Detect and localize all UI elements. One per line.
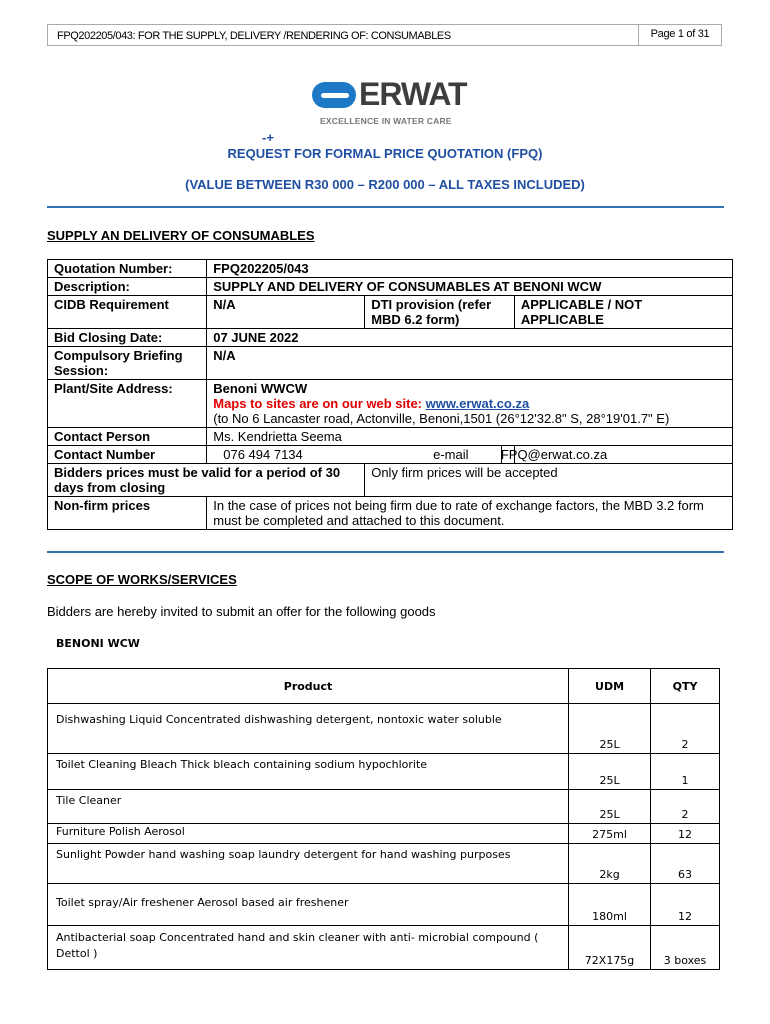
product-cell: Toilet Cleaning Bleach Thick bleach containing sodium hypochlorite xyxy=(48,754,569,790)
erwat-logo xyxy=(312,78,472,128)
logo-wordmark: ERWAT xyxy=(359,76,467,112)
table-row xyxy=(48,926,720,970)
info-value: SUPPLY AND DELIVERY OF CONSUMABLES AT BENONI WCW xyxy=(207,278,733,296)
info-value: FPQ202205/043 xyxy=(207,260,733,278)
goods-table xyxy=(47,668,720,970)
table-row xyxy=(48,754,720,790)
info-value: Only firm prices will be accepted xyxy=(365,464,733,497)
info-row xyxy=(48,347,733,380)
divider xyxy=(47,206,724,208)
udm-cell: 180ml xyxy=(569,884,651,926)
site-heading: BENONI WCW xyxy=(56,637,140,650)
info-value xyxy=(433,446,732,464)
info-value: Ms. Kendrietta Seema xyxy=(207,428,733,446)
erwat-logo-icon xyxy=(312,82,356,108)
info-row xyxy=(48,260,733,278)
info-label: CIDB Requirement xyxy=(48,296,207,329)
udm-cell: 25L xyxy=(569,754,651,790)
column-header-product: Product xyxy=(48,669,569,704)
edit-marker: -+ xyxy=(262,130,274,145)
product-cell: Toilet spray/Air freshener Aerosol based air freshener xyxy=(48,884,569,926)
qty-cell: 2 xyxy=(651,704,720,754)
udm-cell: 25L xyxy=(569,790,651,824)
info-row xyxy=(48,446,733,464)
column-header-qty: QTY xyxy=(651,669,720,704)
qty-cell: 12 xyxy=(651,824,720,844)
email-label: e-mail xyxy=(433,447,469,462)
section-heading-scope: SCOPE OF WORKS/SERVICES xyxy=(47,572,237,587)
column-header-udm: UDM xyxy=(569,669,651,704)
info-label: Quotation Number: xyxy=(48,260,207,278)
info-label: Contact Number xyxy=(48,446,207,464)
qty-cell: 2 xyxy=(651,790,720,824)
product-cell: Furniture Polish Aerosol xyxy=(48,824,569,844)
table-row xyxy=(48,844,720,884)
product-cell: Antibacterial soap Concentrated hand and skin cleaner with anti- microbial compound ( Dettol ) xyxy=(48,926,569,970)
document-reference: FPQ202205/043: FOR THE SUPPLY, DELIVERY /RENDERING OF: CONSUMABLES xyxy=(57,30,451,42)
table-row xyxy=(48,884,720,926)
udm-cell: 2kg xyxy=(569,844,651,884)
info-value: APPLICABLE / NOT APPLICABLE xyxy=(514,296,732,329)
page-header xyxy=(47,24,722,46)
product-cell: Sunlight Powder hand washing soap laundry detergent for hand washing purposes xyxy=(48,844,569,884)
info-label: Bidders prices must be valid for a period of 30 days from closing xyxy=(48,464,365,497)
info-label: Non-firm prices xyxy=(48,497,207,530)
info-row xyxy=(48,296,733,329)
info-label: Compulsory Briefing Session: xyxy=(48,347,207,380)
qty-cell: 1 xyxy=(651,754,720,790)
product-cell: Tile Cleaner xyxy=(48,790,569,824)
info-label: DTI provision (refer MBD 6.2 form) xyxy=(365,296,515,329)
section-heading-supply: SUPPLY AN DELIVERY OF CONSUMABLES xyxy=(47,228,315,243)
maps-line xyxy=(213,396,726,411)
qty-cell: 3 boxes xyxy=(651,926,720,970)
info-row xyxy=(48,497,733,530)
info-label: Bid Closing Date: xyxy=(48,329,207,347)
qty-cell: 12 xyxy=(651,884,720,926)
udm-cell: 25L xyxy=(569,704,651,754)
info-row xyxy=(48,380,733,428)
info-value: N/A xyxy=(207,347,733,380)
table-row xyxy=(48,704,720,754)
divider xyxy=(47,551,724,553)
info-label: Plant/Site Address: xyxy=(48,380,207,428)
info-value: In the case of prices not being firm due to rate of exchange factors, the MBD 3.2 form must be completed and attached to this document. xyxy=(207,497,733,530)
document-subtitle: (VALUE BETWEEN R30 000 – R200 000 – ALL TAXES INCLUDED) xyxy=(185,177,585,192)
info-row xyxy=(48,278,733,296)
udm-cell: 72X175g xyxy=(569,926,651,970)
info-value: N/A xyxy=(207,296,365,329)
info-row xyxy=(48,329,733,347)
page-number: Page 1 of 31 xyxy=(638,25,721,45)
info-row xyxy=(48,464,733,497)
invitation-text: Bidders are hereby invited to submit an offer for the following goods xyxy=(47,604,436,619)
document-title: REQUEST FOR FORMAL PRICE QUOTATION (FPQ) xyxy=(227,146,543,161)
email-value: FPQ@erwat.co.za xyxy=(500,447,608,462)
table-row xyxy=(48,824,720,844)
info-row xyxy=(48,428,733,446)
info-value xyxy=(207,380,733,428)
info-label: Contact Person xyxy=(48,428,207,446)
product-cell: Dishwashing Liquid Concentrated dishwashing detergent, nontoxic water soluble xyxy=(48,704,569,754)
site-address: (to No 6 Lancaster road, Actonville, Benoni,1501 (26°12'32.8" S, 28°19'01.7" E) xyxy=(213,411,670,426)
udm-cell: 275ml xyxy=(569,824,651,844)
info-label: Description: xyxy=(48,278,207,296)
quotation-info-table xyxy=(47,259,733,530)
logo-tagline: EXCELLENCE IN WATER CARE xyxy=(320,116,452,126)
qty-cell: 63 xyxy=(651,844,720,884)
maps-text: Maps to sites are on our web site: xyxy=(213,396,426,411)
table-row xyxy=(48,790,720,824)
table-header-row xyxy=(48,669,720,704)
site-name: Benoni WWCW xyxy=(213,381,308,396)
website-link[interactable]: www.erwat.co.za xyxy=(425,396,530,411)
info-value: 07 JUNE 2022 xyxy=(207,329,733,347)
info-value: 076 494 7134 xyxy=(207,446,502,464)
